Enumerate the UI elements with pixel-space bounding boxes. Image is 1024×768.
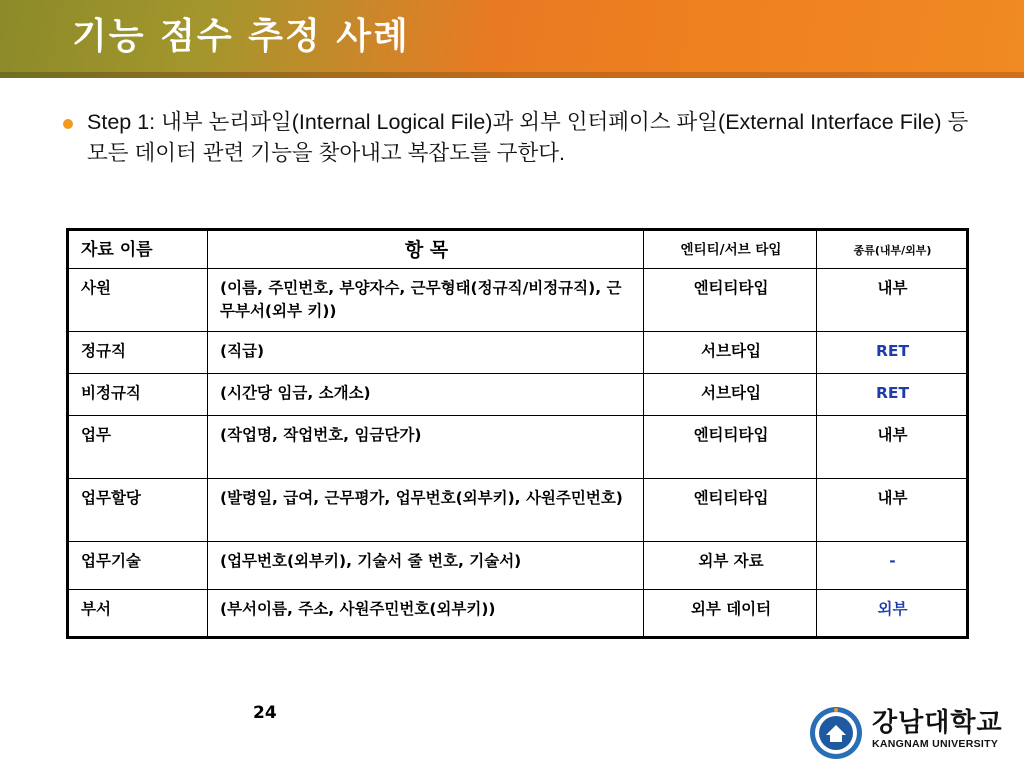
cell-name: 사원 (68, 269, 208, 332)
cell-kind: 내부 (817, 269, 968, 332)
cell-type: 엔티티타입 (644, 479, 817, 542)
table-row (68, 542, 968, 590)
cell-items: (업무번호(외부키), 기술서 줄 번호, 기술서) (208, 542, 644, 590)
cell-name: 부서 (68, 590, 208, 638)
page-number: 24 (253, 703, 277, 723)
cell-kind: 내부 (817, 479, 968, 542)
logo-name-korean: 강남대학교 (872, 708, 1003, 738)
cell-type: 서브타입 (644, 332, 817, 374)
cell-kind: - (817, 542, 968, 590)
logo-name-english: KANGNAM UNIVERSITY (872, 738, 999, 750)
table-row (68, 479, 968, 542)
table-row (68, 332, 968, 374)
cell-items: (부서이름, 주소, 사원주민번호(외부키)) (208, 590, 644, 638)
bullet-icon (63, 119, 73, 129)
table-row (68, 269, 968, 332)
cell-type: 엔티티타입 (644, 416, 817, 479)
cell-name: 업무 (68, 416, 208, 479)
header-data-name: 자료 이름 (68, 230, 208, 269)
table-row (68, 374, 968, 416)
title-bar (0, 0, 1024, 78)
cell-items: (발령일, 급여, 근무평가, 업무번호(외부키), 사원주민번호) (208, 479, 644, 542)
cell-type: 외부 데이터 (644, 590, 817, 638)
cell-name: 비정규직 (68, 374, 208, 416)
cell-items: (작업명, 작업번호, 임금단가) (208, 416, 644, 479)
cell-kind: 내부 (817, 416, 968, 479)
cell-kind: RET (817, 374, 968, 416)
cell-type: 엔티티타입 (644, 269, 817, 332)
step-description: Step 1: 내부 논리파일(Internal Logical File)과 외부 인터페이스 파일(External Interface File) 등 모든 데이터 관련 기능을 찾아내고 복잡도를 구한다. (87, 110, 969, 165)
header-kind: 종류(내부/외부) (817, 230, 968, 269)
cell-kind: 외부 (817, 590, 968, 638)
cell-name: 정규직 (68, 332, 208, 374)
slide-title: 기능 점수 추정 사례 (72, 16, 410, 57)
cell-kind: RET (817, 332, 968, 374)
cell-items: (시간당 임금, 소개소) (208, 374, 644, 416)
header-entity-type: 엔티티/서브 타입 (644, 230, 817, 269)
cell-type: 서브타입 (644, 374, 817, 416)
cell-items: (직급) (208, 332, 644, 374)
cell-items: (이름, 주민번호, 부양자수, 근무형태(정규직/비정규직), 근무부서(외부 키)) (208, 269, 644, 332)
cell-type: 외부 자료 (644, 542, 817, 590)
cell-name: 업무할당 (68, 479, 208, 542)
header-items: 항 목 (208, 230, 644, 269)
data-function-table (66, 228, 969, 639)
table-header-row (68, 230, 968, 269)
table-row (68, 416, 968, 479)
table-row (68, 590, 968, 638)
university-emblem-icon (810, 707, 862, 759)
cell-name: 업무기술 (68, 542, 208, 590)
